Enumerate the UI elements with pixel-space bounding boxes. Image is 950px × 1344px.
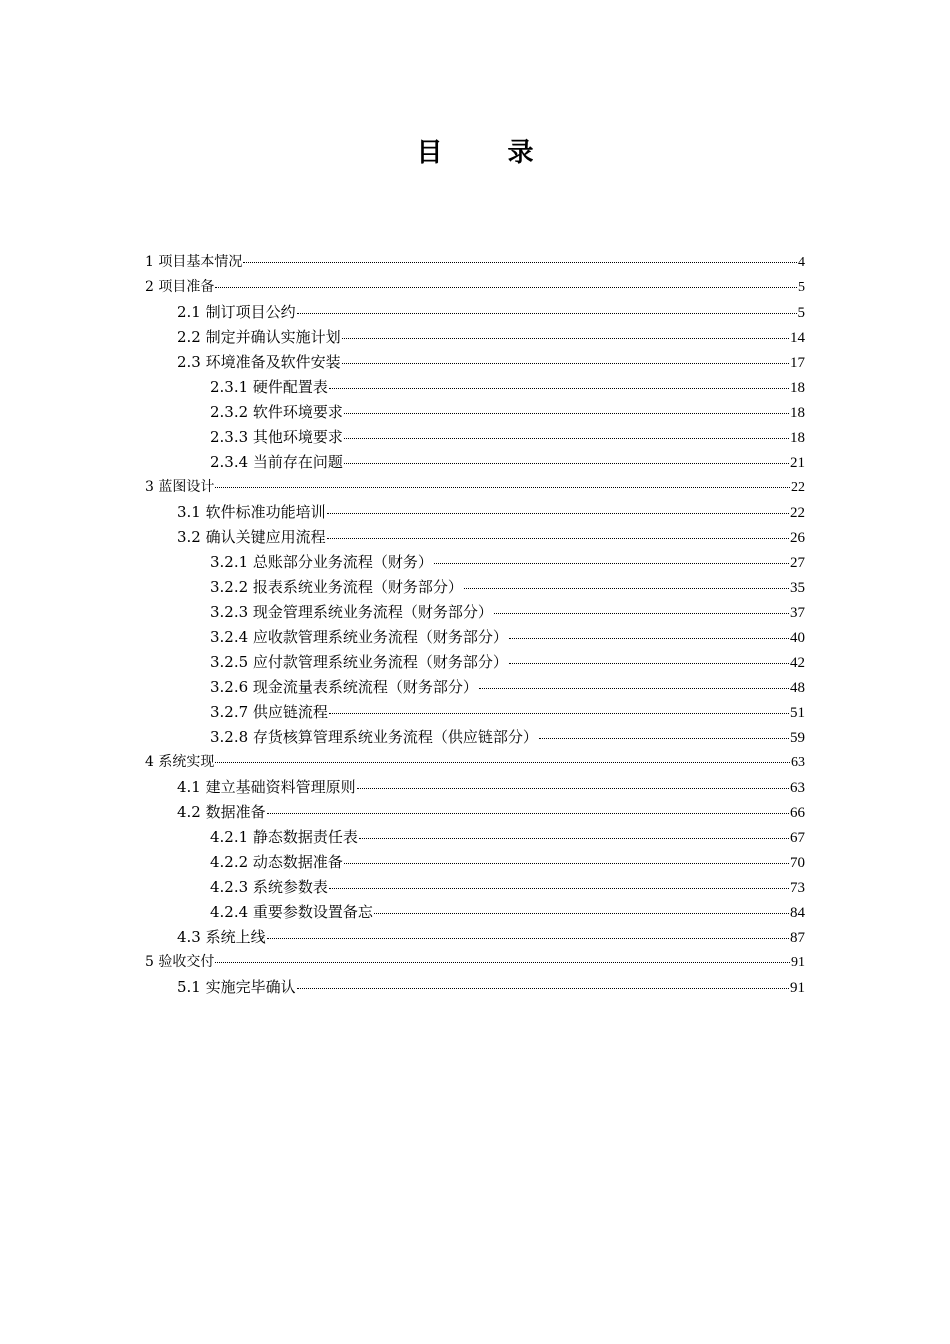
toc-entry-page-number: 73 xyxy=(790,880,805,896)
toc-entry-page-number: 35 xyxy=(790,580,805,596)
toc-entry-label: 4.2.2 动态数据准备 xyxy=(210,853,343,871)
toc-leader-dots xyxy=(327,537,789,539)
toc-leader-dots xyxy=(434,562,789,564)
toc-entry-page-number: 14 xyxy=(790,330,805,346)
toc-entry-label: 4.2 数据准备 xyxy=(177,803,266,821)
toc-entry-page-number: 51 xyxy=(790,705,805,721)
toc-entry-page-number: 21 xyxy=(790,455,805,471)
toc-leader-dots xyxy=(344,437,789,439)
toc-leader-dots xyxy=(342,362,789,364)
toc-leader-dots xyxy=(243,261,797,263)
toc-entry-label: 2.3.3 其他环境要求 xyxy=(210,428,343,446)
toc-leader-dots xyxy=(479,687,789,689)
toc-entry-page-number: 48 xyxy=(790,680,805,696)
toc-entry[interactable] xyxy=(210,825,805,850)
toc-leader-dots xyxy=(344,862,789,864)
toc-entry-page-number: 40 xyxy=(790,630,805,646)
toc-entry[interactable] xyxy=(177,925,805,950)
toc-entry[interactable] xyxy=(177,325,805,350)
toc-entry-label: 3.2.5 应付款管理系统业务流程（财务部分） xyxy=(210,653,508,671)
toc-entry-label: 3.2.7 供应链流程 xyxy=(210,703,328,721)
toc-entry-page-number: 18 xyxy=(790,405,805,421)
toc-entry[interactable] xyxy=(210,725,805,750)
toc-entry[interactable] xyxy=(210,700,805,725)
toc-entry-label: 2 项目准备 xyxy=(145,279,215,295)
toc-entry-page-number: 63 xyxy=(790,780,805,796)
toc-leader-dots xyxy=(267,937,789,939)
toc-leader-dots xyxy=(509,637,789,639)
toc-leader-dots xyxy=(297,987,789,989)
toc-entry[interactable] xyxy=(177,525,805,550)
toc-entry[interactable] xyxy=(177,350,805,375)
toc-entry[interactable] xyxy=(145,250,805,275)
toc-entry[interactable] xyxy=(177,500,805,525)
toc-entry-label: 4.1 建立基础资料管理原则 xyxy=(177,778,356,796)
toc-entry[interactable] xyxy=(145,275,805,300)
toc-entry-page-number: 26 xyxy=(790,530,805,546)
toc-entry-label: 2.2 制定并确认实施计划 xyxy=(177,328,341,346)
toc-leader-dots xyxy=(464,587,789,589)
toc-entry-page-number: 66 xyxy=(790,805,805,821)
toc-entry-label: 3.1 软件标准功能培训 xyxy=(177,503,326,521)
toc-entry-page-number: 5 xyxy=(797,305,805,321)
toc-entry[interactable] xyxy=(210,875,805,900)
toc-leader-dots xyxy=(374,912,789,914)
toc-entry-label: 2.3 环境准备及软件安装 xyxy=(177,353,341,371)
toc-entry[interactable] xyxy=(210,625,805,650)
toc-entry[interactable] xyxy=(210,850,805,875)
toc-entry-label: 3.2.6 现金流量表系统流程（财务部分） xyxy=(210,678,478,696)
toc-entry-label: 2.3.2 软件环境要求 xyxy=(210,403,343,421)
toc-entry-label: 3.2 确认关键应用流程 xyxy=(177,528,326,546)
toc-entry-label: 4.2.1 静态数据责任表 xyxy=(210,828,358,846)
toc-leader-dots xyxy=(329,712,789,714)
toc-entry[interactable] xyxy=(210,425,805,450)
toc-entry[interactable] xyxy=(210,900,805,925)
toc-entry-page-number: 91 xyxy=(790,980,805,996)
toc-entry-label: 3.2.8 存货核算管理系统业务流程（供应链部分） xyxy=(210,728,538,746)
toc-entry[interactable] xyxy=(177,800,805,825)
toc-leader-dots xyxy=(539,737,789,739)
toc-leader-dots xyxy=(344,412,789,414)
toc-entry[interactable] xyxy=(145,950,805,975)
toc-leader-dots xyxy=(267,812,789,814)
toc-entry-page-number: 17 xyxy=(790,355,805,371)
toc-leader-dots xyxy=(215,961,790,963)
toc-entry-label: 3.2.3 现金管理系统业务流程（财务部分） xyxy=(210,603,493,621)
toc-entry-label: 4 系统实现 xyxy=(145,754,215,770)
toc-entry[interactable] xyxy=(177,775,805,800)
toc-entry-label: 3 蓝图设计 xyxy=(145,479,215,495)
toc-leader-dots xyxy=(327,512,789,514)
toc-entry-label: 4.2.3 系统参数表 xyxy=(210,878,328,896)
toc-entry-page-number: 67 xyxy=(790,830,805,846)
toc-entry[interactable] xyxy=(210,450,805,475)
toc-entry-page-number: 22 xyxy=(790,505,805,521)
toc-leader-dots xyxy=(344,462,789,464)
toc-leader-dots xyxy=(215,761,790,763)
toc-leader-dots xyxy=(494,612,789,614)
toc-entry-page-number: 18 xyxy=(790,380,805,396)
page-title: 目 录 xyxy=(416,138,562,168)
toc-leader-dots xyxy=(215,286,797,288)
toc-entry-label: 5 验收交付 xyxy=(145,954,215,970)
toc-entry-page-number: 84 xyxy=(790,905,805,921)
toc-entry-label: 3.2.1 总账部分业务流程（财务） xyxy=(210,553,433,571)
toc-entry-label: 2.3.1 硬件配置表 xyxy=(210,378,328,396)
toc-entry[interactable] xyxy=(210,400,805,425)
toc-entry-page-number: 22 xyxy=(791,480,805,495)
toc-entry-label: 3.2.4 应收款管理系统业务流程（财务部分） xyxy=(210,628,508,646)
toc-entry-label: 4.2.4 重要参数设置备忘 xyxy=(210,903,373,921)
toc-entry[interactable] xyxy=(210,575,805,600)
toc-leader-dots xyxy=(509,662,789,664)
toc-leader-dots xyxy=(342,337,789,339)
toc-entry-label: 2.1 制订项目公约 xyxy=(177,303,296,321)
toc-entry-label: 2.3.4 当前存在问题 xyxy=(210,453,343,471)
toc-entry-page-number: 63 xyxy=(791,755,805,770)
toc-entry[interactable] xyxy=(210,650,805,675)
toc-entry[interactable] xyxy=(145,750,805,775)
toc-entry-page-number: 91 xyxy=(791,955,805,970)
toc-entry[interactable] xyxy=(177,975,805,1000)
toc-entry-label: 1 项目基本情况 xyxy=(145,254,243,270)
toc-entry-page-number: 5 xyxy=(798,280,805,295)
toc-entry-page-number: 87 xyxy=(790,930,805,946)
toc-entry-page-number: 42 xyxy=(790,655,805,671)
toc-entry-label: 3.2.2 报表系统业务流程（财务部分） xyxy=(210,578,463,596)
toc-leader-dots xyxy=(359,837,789,839)
toc-leader-dots xyxy=(329,387,789,389)
toc-entry[interactable] xyxy=(210,375,805,400)
toc-entry-page-number: 27 xyxy=(790,555,805,571)
toc-entry-page-number: 70 xyxy=(790,855,805,871)
toc-entry-page-number: 59 xyxy=(790,730,805,746)
toc-entry[interactable] xyxy=(210,600,805,625)
toc-entry[interactable] xyxy=(210,675,805,700)
toc-entry[interactable] xyxy=(210,550,805,575)
toc-entry-page-number: 37 xyxy=(790,605,805,621)
toc-entry-page-number: 18 xyxy=(790,430,805,446)
toc-leader-dots xyxy=(297,312,797,314)
toc-leader-dots xyxy=(329,887,789,889)
toc-entry[interactable] xyxy=(177,300,805,325)
toc-entry[interactable] xyxy=(145,475,805,500)
toc-entry-page-number: 4 xyxy=(798,255,805,270)
toc-entry-label: 5.1 实施完毕确认 xyxy=(177,978,296,996)
toc-leader-dots xyxy=(357,787,789,789)
toc-entry-label: 4.3 系统上线 xyxy=(177,928,266,946)
toc-leader-dots xyxy=(215,486,790,488)
